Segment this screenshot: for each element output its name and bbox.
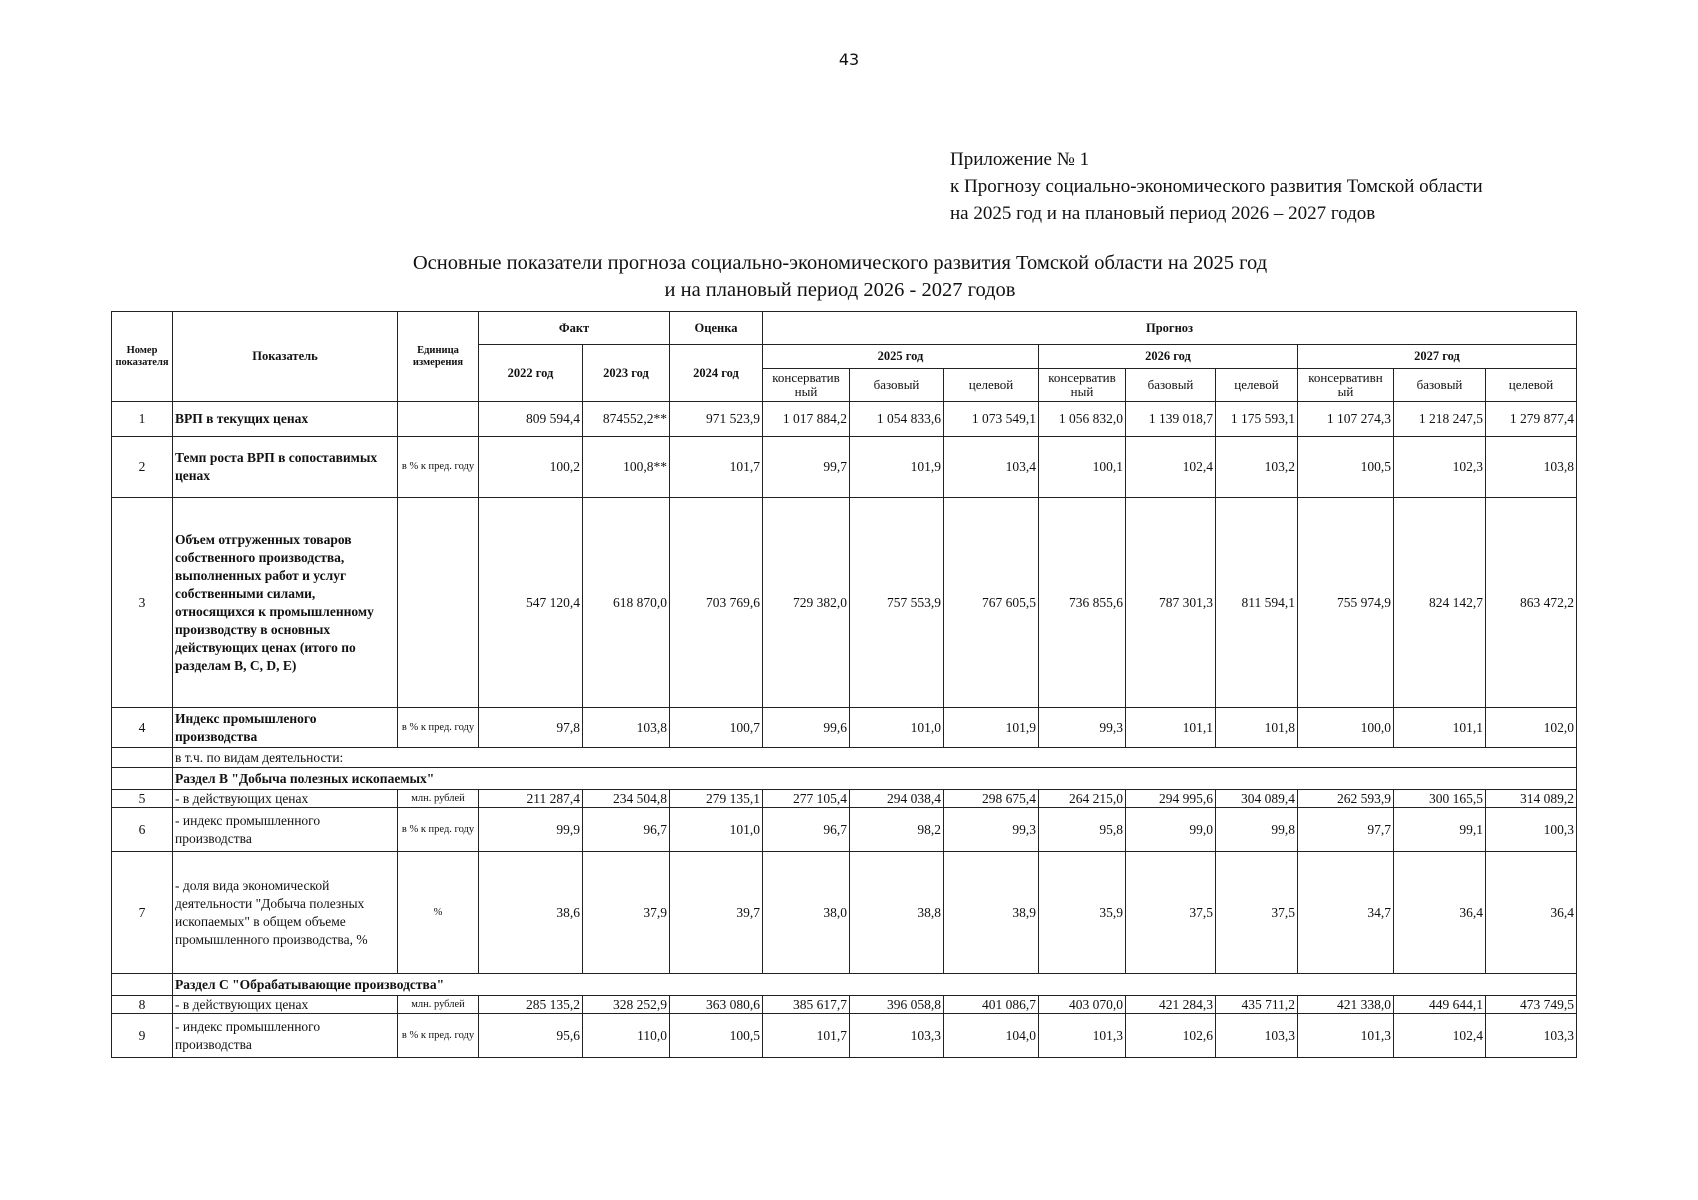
unit-cell: в % к пред. году <box>398 1014 479 1058</box>
table-row <box>112 498 1577 708</box>
value-cell: 99,3 <box>944 808 1039 852</box>
value-cell: 403 070,0 <box>1039 996 1126 1014</box>
indicator-name: - индекс промышленного производства <box>173 1014 398 1058</box>
section-heading: Раздел C "Обрабатывающие производства" <box>173 974 1577 996</box>
value-cell: 100,5 <box>670 1014 763 1058</box>
value-cell: 37,9 <box>583 852 670 974</box>
value-cell: 35,9 <box>1039 852 1126 974</box>
value-cell: 547 120,4 <box>479 498 583 708</box>
header-year-2025: 2025 год <box>763 345 1039 369</box>
value-cell: 99,8 <box>1216 808 1298 852</box>
value-cell: 757 553,9 <box>850 498 944 708</box>
row-number: 2 <box>112 437 173 498</box>
value-cell: 363 080,6 <box>670 996 763 1014</box>
value-cell: 97,7 <box>1298 808 1394 852</box>
value-cell: 421 284,3 <box>1126 996 1216 1014</box>
appendix-note <box>950 146 1483 227</box>
value-cell: 264 215,0 <box>1039 790 1126 808</box>
value-cell: 100,7 <box>670 708 763 748</box>
value-cell: 279 135,1 <box>670 790 763 808</box>
value-cell: 96,7 <box>763 808 850 852</box>
row-number: 3 <box>112 498 173 708</box>
row-number: 9 <box>112 1014 173 1058</box>
value-cell: 449 644,1 <box>1394 996 1486 1014</box>
header-variant-base: базовый <box>1394 369 1486 402</box>
value-cell: 102,3 <box>1394 437 1486 498</box>
value-cell: 102,0 <box>1486 708 1577 748</box>
table-row <box>112 852 1577 974</box>
value-cell: 38,6 <box>479 852 583 974</box>
header-year-2022: 2022 год <box>479 345 583 402</box>
value-cell: 811 594,1 <box>1216 498 1298 708</box>
value-cell: 96,7 <box>583 808 670 852</box>
value-cell: 95,6 <box>479 1014 583 1058</box>
header-year-2024: 2024 год <box>670 345 763 402</box>
unit-cell: в % к пред. году <box>398 708 479 748</box>
section-heading: Раздел B "Добыча полезных ископаемых" <box>173 768 1577 790</box>
value-cell: 38,0 <box>763 852 850 974</box>
value-cell: 38,8 <box>850 852 944 974</box>
value-cell: 103,3 <box>1216 1014 1298 1058</box>
value-cell: 874552,2** <box>583 402 670 437</box>
appendix-line-3: на 2025 год и на плановый период 2026 – 2027 годов <box>950 203 1376 224</box>
unit-cell: в % к пред. году <box>398 437 479 498</box>
value-cell: 1 279 877,4 <box>1486 402 1577 437</box>
value-cell: 1 218 247,5 <box>1394 402 1486 437</box>
header-variant-target: целевой <box>1216 369 1298 402</box>
header-year-2023: 2023 год <box>583 345 670 402</box>
table-row <box>112 768 1577 790</box>
activity-note: в т.ч. по видам деятельности: <box>173 748 1577 768</box>
value-cell: 103,3 <box>850 1014 944 1058</box>
value-cell: 100,0 <box>1298 708 1394 748</box>
value-cell: 101,1 <box>1126 708 1216 748</box>
value-cell: 435 711,2 <box>1216 996 1298 1014</box>
unit-cell <box>398 402 479 437</box>
value-cell: 767 605,5 <box>944 498 1039 708</box>
value-cell: 38,9 <box>944 852 1039 974</box>
header-unit: Единица измерения <box>398 312 479 402</box>
title-line-2: и на плановый период 2026 - 2027 годов <box>664 279 1016 301</box>
value-cell: 39,7 <box>670 852 763 974</box>
value-cell: 100,2 <box>479 437 583 498</box>
value-cell: 99,6 <box>763 708 850 748</box>
value-cell: 328 252,9 <box>583 996 670 1014</box>
row-number: 8 <box>112 996 173 1014</box>
value-cell: 37,5 <box>1126 852 1216 974</box>
value-cell: 100,8** <box>583 437 670 498</box>
value-cell: 101,7 <box>670 437 763 498</box>
value-cell: 103,4 <box>944 437 1039 498</box>
value-cell: 37,5 <box>1216 852 1298 974</box>
value-cell: 103,8 <box>583 708 670 748</box>
value-cell: 385 617,7 <box>763 996 850 1014</box>
value-cell: 97,8 <box>479 708 583 748</box>
header-number: Номер показателя <box>112 312 173 402</box>
header-variant-conservative: консервативн ый <box>1298 369 1394 402</box>
value-cell: 103,8 <box>1486 437 1577 498</box>
value-cell: 98,2 <box>850 808 944 852</box>
value-cell: 618 870,0 <box>583 498 670 708</box>
indicator-name: Темп роста ВРП в сопоставимых ценах <box>173 437 398 498</box>
unit-cell: % <box>398 852 479 974</box>
value-cell: 110,0 <box>583 1014 670 1058</box>
value-cell: 103,3 <box>1486 1014 1577 1058</box>
value-cell: 101,0 <box>850 708 944 748</box>
value-cell: 473 749,5 <box>1486 996 1577 1014</box>
table-row <box>112 996 1577 1014</box>
value-cell: 314 089,2 <box>1486 790 1577 808</box>
value-cell: 1 107 274,3 <box>1298 402 1394 437</box>
value-cell: 101,7 <box>763 1014 850 1058</box>
value-cell: 1 056 832,0 <box>1039 402 1126 437</box>
value-cell: 824 142,7 <box>1394 498 1486 708</box>
indicator-name: ВРП в текущих ценах <box>173 402 398 437</box>
value-cell: 99,0 <box>1126 808 1216 852</box>
value-cell: 101,9 <box>944 708 1039 748</box>
value-cell: 99,9 <box>479 808 583 852</box>
value-cell: 36,4 <box>1486 852 1577 974</box>
value-cell: 101,8 <box>1216 708 1298 748</box>
unit-cell: в % к пред. году <box>398 808 479 852</box>
value-cell: 99,1 <box>1394 808 1486 852</box>
indicator-name: - доля вида экономической деятельности "Добыча полезных ископаемых" в общем объеме промышленного производства, % <box>173 852 398 974</box>
header-indicator: Показатель <box>173 312 398 402</box>
value-cell: 100,5 <box>1298 437 1394 498</box>
table-row <box>112 974 1577 996</box>
value-cell: 99,7 <box>763 437 850 498</box>
value-cell: 101,1 <box>1394 708 1486 748</box>
row-number: 1 <box>112 402 173 437</box>
value-cell: 421 338,0 <box>1298 996 1394 1014</box>
value-cell: 729 382,0 <box>763 498 850 708</box>
header-variant-base: базовый <box>1126 369 1216 402</box>
value-cell: 294 038,4 <box>850 790 944 808</box>
value-cell: 100,3 <box>1486 808 1577 852</box>
table-row <box>112 748 1577 768</box>
value-cell: 755 974,9 <box>1298 498 1394 708</box>
value-cell: 262 593,9 <box>1298 790 1394 808</box>
unit-cell <box>398 498 479 708</box>
value-cell: 102,4 <box>1126 437 1216 498</box>
row-number: 7 <box>112 852 173 974</box>
value-cell: 1 054 833,6 <box>850 402 944 437</box>
table-row <box>112 790 1577 808</box>
value-cell: 101,3 <box>1039 1014 1126 1058</box>
value-cell: 277 105,4 <box>763 790 850 808</box>
unit-cell: млн. рублей <box>398 790 479 808</box>
indicator-name: Объем отгруженных товаров собственного производства, выполненных работ и услуг собственными силами, относящихся к промышленному производству в основных действующих ценах (итого по разделам B, C, D, E) <box>173 498 398 708</box>
value-cell: 34,7 <box>1298 852 1394 974</box>
indicator-name: - индекс промышленного производства <box>173 808 398 852</box>
value-cell: 1 017 884,2 <box>763 402 850 437</box>
indicator-name: - в действующих ценах <box>173 790 398 808</box>
header-variant-target: целевой <box>1486 369 1577 402</box>
value-cell: 103,2 <box>1216 437 1298 498</box>
value-cell: 211 287,4 <box>479 790 583 808</box>
value-cell: 787 301,3 <box>1126 498 1216 708</box>
header-variant-target: целевой <box>944 369 1039 402</box>
header-variant-conservative: консерватив ный <box>763 369 850 402</box>
table-row <box>112 437 1577 498</box>
table-row <box>112 708 1577 748</box>
table-row <box>112 1014 1577 1058</box>
table-row <box>112 808 1577 852</box>
value-cell: 99,3 <box>1039 708 1126 748</box>
row-number: 6 <box>112 808 173 852</box>
appendix-line-1: Приложение № 1 <box>950 149 1090 170</box>
row-number: 5 <box>112 790 173 808</box>
header-variant-base: базовый <box>850 369 944 402</box>
header-estimate: Оценка <box>670 312 763 345</box>
title-line-1: Основные показатели прогноза социально-экономического развития Томской области на 2025 год <box>412 252 1268 274</box>
indicator-name: Индекс промышленого производства <box>173 708 398 748</box>
indicator-name: - в действующих ценах <box>173 996 398 1014</box>
value-cell: 101,9 <box>850 437 944 498</box>
header-forecast: Прогноз <box>763 312 1577 345</box>
value-cell: 1 175 593,1 <box>1216 402 1298 437</box>
value-cell: 971 523,9 <box>670 402 763 437</box>
header-fact: Факт <box>479 312 670 345</box>
value-cell: 36,4 <box>1394 852 1486 974</box>
value-cell: 102,6 <box>1126 1014 1216 1058</box>
header-variant-conservative: консерватив ный <box>1039 369 1126 402</box>
value-cell: 396 058,8 <box>850 996 944 1014</box>
document-title <box>110 250 1570 304</box>
value-cell: 101,3 <box>1298 1014 1394 1058</box>
value-cell: 102,4 <box>1394 1014 1486 1058</box>
value-cell: 294 995,6 <box>1126 790 1216 808</box>
appendix-line-2: к Прогнозу социально-экономического развития Томской области <box>950 176 1483 197</box>
table-row <box>112 402 1577 437</box>
value-cell: 863 472,2 <box>1486 498 1577 708</box>
value-cell: 234 504,8 <box>583 790 670 808</box>
row-number: 4 <box>112 708 173 748</box>
value-cell: 1 073 549,1 <box>944 402 1039 437</box>
value-cell: 285 135,2 <box>479 996 583 1014</box>
header-year-2027: 2027 год <box>1298 345 1577 369</box>
value-cell: 736 855,6 <box>1039 498 1126 708</box>
value-cell: 703 769,6 <box>670 498 763 708</box>
value-cell: 809 594,4 <box>479 402 583 437</box>
value-cell: 304 089,4 <box>1216 790 1298 808</box>
value-cell: 401 086,7 <box>944 996 1039 1014</box>
page-number: 43 <box>838 50 860 69</box>
value-cell: 300 165,5 <box>1394 790 1486 808</box>
value-cell: 100,1 <box>1039 437 1126 498</box>
header-year-2026: 2026 год <box>1039 345 1298 369</box>
value-cell: 1 139 018,7 <box>1126 402 1216 437</box>
unit-cell: млн. рублей <box>398 996 479 1014</box>
value-cell: 95,8 <box>1039 808 1126 852</box>
value-cell: 101,0 <box>670 808 763 852</box>
forecast-table <box>111 311 1577 1058</box>
value-cell: 104,0 <box>944 1014 1039 1058</box>
value-cell: 298 675,4 <box>944 790 1039 808</box>
